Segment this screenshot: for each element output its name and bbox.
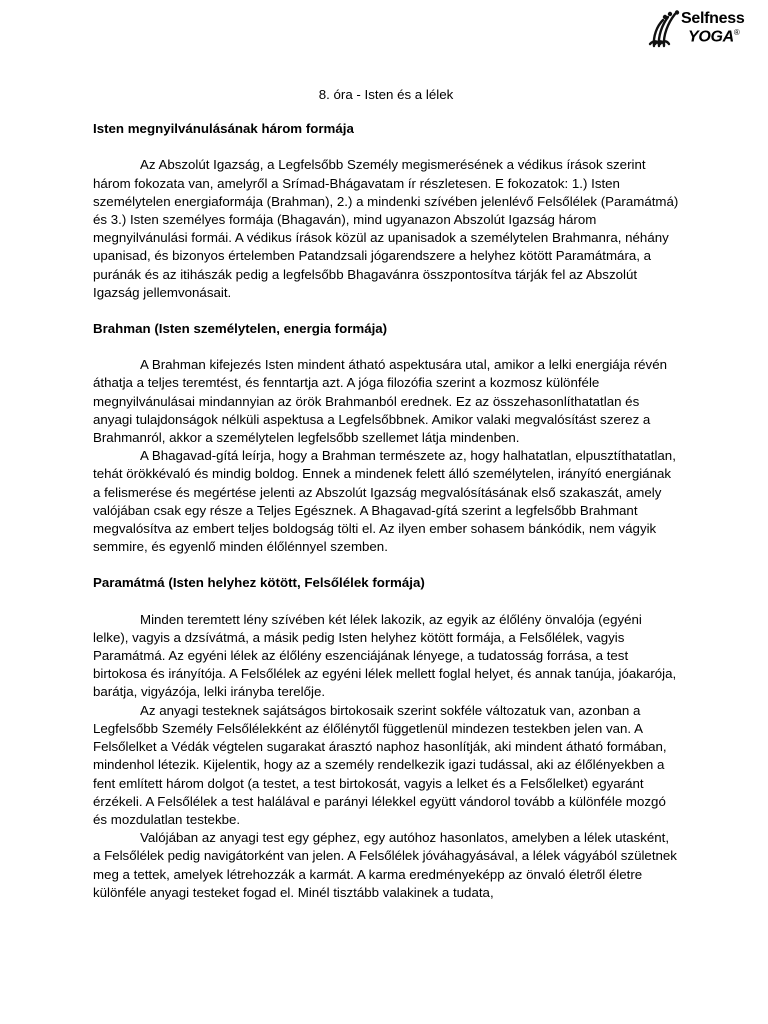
paragraph: A Bhagavad-gítá leírja, hogy a Brahman természete az, hogy halhatatlan, elpusztíthatatlan, tehát örökkévaló és mindig boldog. Ennek a mindenek felett álló személytelen, irányító energiának a felismerése és megértése jelenti az Abszolút Igazság megvalósításának első szakaszát, amely valójában csak egy része a Teljes Egésznek. A Bhagavad-gítá szerint a legfelsőbb Brahmant megvalósítva az embert teljes boldogság tölti el. Az ilyen ember sohasem bánkódik, nem vágyik semmire, és egyenlő minden élőlénnyel szemben. xyxy=(93,448,676,555)
section-heading-forms: Isten megnyilvánulásának három formája xyxy=(93,121,354,137)
logo-text-yoga: YOGA® xyxy=(688,28,740,46)
paragraph: Valójában az anyagi test egy géphez, egy autóhoz hasonlatos, amelyben a lélek utasként, a Felsőlélek pedig navigátorként van jelen. A Felsőlélek jóváhagyásával, a lélek vágyából születnek meg a tettek, amelyek létrehozzák a karmát. A karma eredményeképp az önvaló életről életre különféle anyagi testeket fogad el. Minél tisztább valakinek a tudata, xyxy=(93,830,677,900)
yoga-figures-icon xyxy=(648,10,682,48)
selfness-yoga-logo xyxy=(648,6,760,52)
paragraph: Az Abszolút Igazság, a Legfelsőbb Személy megismerésének a védikus írások szerint három fokozata van, amelyről a Srímad-Bhágavatam ír részletesen. E fokozatok: 1.) Isten személytelen energiaformája (Brahman), 2.) a mindenki szívében jelenlévő Felsőlélek (Paramátmá) és 3.) Isten személyes formája (Bhagaván), mind ugyanazon Abszolút Igazság három megnyilvánulási formái. A védikus írások közül az upanisadok a személytelen Brahmanra, néhány upanisad, és bizonyos értelemben Patandzsali jógarendszere a helyhez kötött Paramátmára, a puránák és az itihászák pedig a legfelsőbb Bhagavánra összpontosítva tárják fel az Abszolút Igazság jellemvonásait. xyxy=(93,157,679,300)
page-title: 8. óra - Isten és a lélek xyxy=(318,87,454,102)
paragraph: Minden teremtett lény szívében két lélek lakozik, az egyik az élőlény önvalója (egyéni lelke), vagyis a dzsívátmá, a másik pedig Isten helyhez kötött formája, a Felsőlélek, vagyis Paramátmá. Az egyéni lélek az élőlény eszenciájának lényege, a tudatosság forrása, a test birtokosa és irányítója. A Felsőlélek az egyéni lélek mellett foglal helyet, és annak tanúja, jóakarója, barátja, vigyázója, lelki irányba terelője. xyxy=(93,611,677,700)
logo-text-selfness: Selfness xyxy=(681,10,745,27)
section-heading-brahman: Brahman (Isten személytelen, energia formája) xyxy=(93,321,388,337)
document-page xyxy=(93,86,679,902)
paragraph: Az anyagi testeknek sajátságos birtokosaik szerint sokféle változatuk van, azonban a Legfelsőbb Személy Felsőlélekként az élőlénytől függetlenül mindezen testekben jelen van. A Felsőlelket a Védák végtelen sugarakat árasztó naphoz hasonlítják, aki mindent átható formában, mindenhol létezik. Kijelentik, hogy az a személy rendelkezik igazi tudással, aki az élőlényekben a fent említett három dolgot (a testet, a test birtokosát, vagyis a lelket és a Felsőlelket) egyaránt érzékeli. A Felsőlélek a test halálával e parányi lélekkel együtt vándorol tovább a különféle mozgó és mozdulatlan testekbe. xyxy=(93,702,667,827)
section-heading-paramatma: Paramátmá (Isten helyhez kötött, Felsőlélek formája) xyxy=(93,575,425,591)
paragraph: A Brahman kifejezés Isten mindent átható aspektusára utal, amikor a lelki energiája révén áthatja a teljes teremtést, és fenntartja azt. A jóga filozófia szerint a kozmosz különféle megnyilvánulásai mindannyian az örök Brahmanból erednek. Ez az összehasonlíthatatlan és anyagi tulajdonságok nélküli aspektusa a Legfelsőbbnek. Amikor valaki megvalósítást szerez a Brahmanról, akkor a személytelen legfelsőbb szellemet látja mindenben. xyxy=(93,357,667,446)
